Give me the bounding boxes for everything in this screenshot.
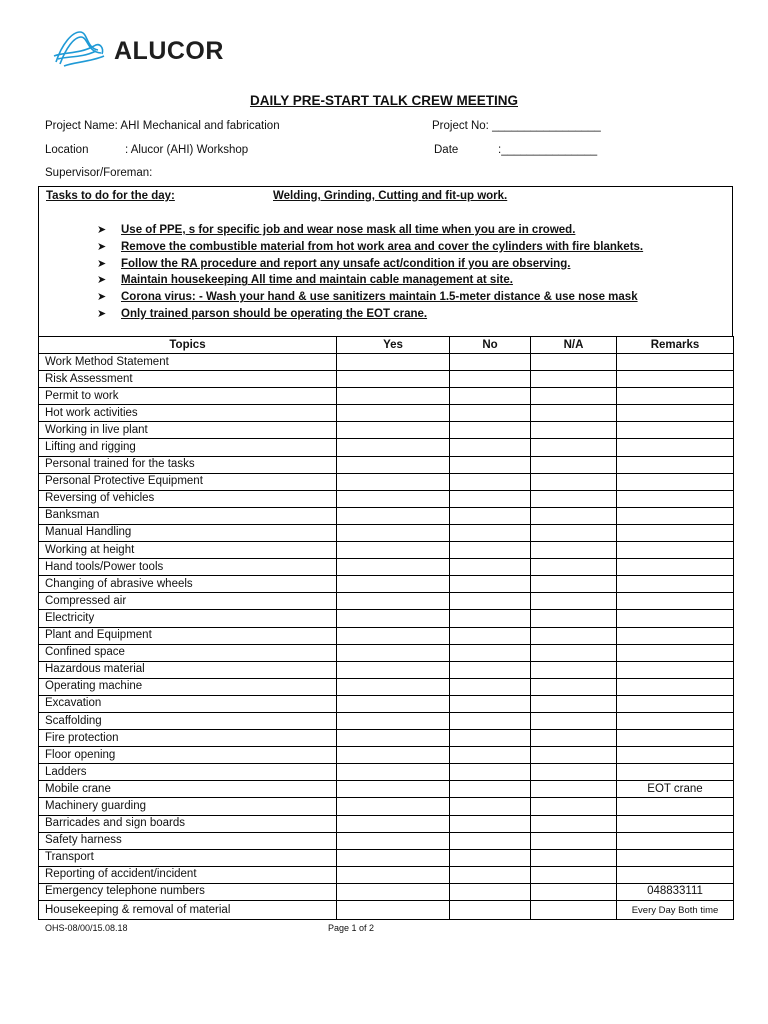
table-row xyxy=(39,524,734,541)
na-cell[interactable] xyxy=(531,473,617,490)
remarks-cell[interactable] xyxy=(617,695,734,712)
no-cell[interactable] xyxy=(450,627,531,644)
supervisor-label: Supervisor/Foreman: xyxy=(45,167,153,179)
na-cell[interactable] xyxy=(531,542,617,559)
na-cell[interactable] xyxy=(531,678,617,695)
topic-cell: Compressed air xyxy=(39,593,337,610)
yes-cell[interactable] xyxy=(337,405,450,422)
no-cell[interactable] xyxy=(450,610,531,627)
topic-cell: Risk Assessment xyxy=(39,371,337,388)
no-cell[interactable] xyxy=(450,901,531,920)
topic-cell: Banksman xyxy=(39,507,337,524)
yes-cell[interactable] xyxy=(337,422,450,439)
yes-cell[interactable] xyxy=(337,730,450,747)
na-cell[interactable] xyxy=(531,627,617,644)
table-row xyxy=(39,901,734,920)
na-cell[interactable] xyxy=(531,354,617,371)
remarks-cell[interactable]: Every Day Both time xyxy=(617,901,734,920)
topic-cell: Reporting of accident/incident xyxy=(39,866,337,883)
table-header-row xyxy=(39,337,734,354)
location-label: Location xyxy=(45,144,89,156)
remarks-cell[interactable] xyxy=(617,661,734,678)
topic-cell: Transport xyxy=(39,849,337,866)
topic-cell: Manual Handling xyxy=(39,524,337,541)
na-cell[interactable] xyxy=(531,593,617,610)
topic-cell: Changing of abrasive wheels xyxy=(39,576,337,593)
yes-cell[interactable] xyxy=(337,507,450,524)
column-header-yes: Yes xyxy=(337,337,450,354)
yes-cell[interactable] xyxy=(337,627,450,644)
page-title: DAILY PRE-START TALK CREW MEETING xyxy=(249,93,518,108)
safety-bullet: ➤ Corona virus: - Wash your hand & use sanitizers maintain 1.5-meter distance & use nose mask xyxy=(97,289,643,306)
yes-cell[interactable] xyxy=(337,524,450,541)
na-cell[interactable] xyxy=(531,490,617,507)
na-cell[interactable] xyxy=(531,507,617,524)
remarks-cell[interactable] xyxy=(617,747,734,764)
no-cell[interactable] xyxy=(450,764,531,781)
project-name-value: AHI Mechanical and fabrication xyxy=(120,120,280,132)
table-row xyxy=(39,678,734,695)
yes-cell[interactable] xyxy=(337,371,450,388)
na-cell[interactable] xyxy=(531,559,617,576)
na-cell[interactable] xyxy=(531,439,617,456)
safety-bullet-list xyxy=(97,222,643,323)
no-cell[interactable] xyxy=(450,678,531,695)
table-row xyxy=(39,832,734,849)
table-row xyxy=(39,815,734,832)
table-row xyxy=(39,473,734,490)
no-cell[interactable] xyxy=(450,661,531,678)
remarks-cell[interactable]: 048833111 xyxy=(617,883,734,900)
table-row xyxy=(39,798,734,815)
topic-cell: Excavation xyxy=(39,695,337,712)
na-cell[interactable] xyxy=(531,883,617,900)
column-header-na: N/A xyxy=(531,337,617,354)
table-row xyxy=(39,405,734,422)
remarks-cell[interactable] xyxy=(617,593,734,610)
topic-cell: Work Method Statement xyxy=(39,354,337,371)
tasks-line xyxy=(46,190,508,202)
na-cell[interactable] xyxy=(531,422,617,439)
table-row xyxy=(39,456,734,473)
no-cell[interactable] xyxy=(450,371,531,388)
checklist-body xyxy=(39,354,734,920)
page-number: Page 1 of 2 xyxy=(328,923,375,933)
yes-cell[interactable] xyxy=(337,593,450,610)
yes-cell[interactable] xyxy=(337,439,450,456)
no-cell[interactable] xyxy=(450,593,531,610)
topic-cell: Personal Protective Equipment xyxy=(39,473,337,490)
na-cell[interactable] xyxy=(531,815,617,832)
na-cell[interactable] xyxy=(531,405,617,422)
document-code: OHS-08/00/15.08.18 xyxy=(45,923,128,933)
yes-cell[interactable] xyxy=(337,695,450,712)
yes-cell[interactable] xyxy=(337,883,450,900)
no-cell[interactable] xyxy=(450,524,531,541)
column-header-remarks: Remarks xyxy=(617,337,734,354)
yes-cell[interactable] xyxy=(337,798,450,815)
column-header-no: No xyxy=(450,337,531,354)
no-cell[interactable] xyxy=(450,456,531,473)
remarks-cell[interactable] xyxy=(617,764,734,781)
no-cell[interactable] xyxy=(450,712,531,729)
table-row xyxy=(39,371,734,388)
table-row xyxy=(39,439,734,456)
remarks-cell[interactable] xyxy=(617,730,734,747)
table-row xyxy=(39,730,734,747)
topic-cell: Working at height xyxy=(39,542,337,559)
topic-cell: Operating machine xyxy=(39,678,337,695)
remarks-cell[interactable] xyxy=(617,849,734,866)
project-no-field xyxy=(432,120,601,132)
na-cell[interactable] xyxy=(531,695,617,712)
remarks-cell[interactable] xyxy=(617,456,734,473)
topic-cell: Mobile crane xyxy=(39,781,337,798)
no-cell[interactable] xyxy=(450,832,531,849)
table-row xyxy=(39,866,734,883)
project-no-value: _________________ xyxy=(492,120,601,132)
no-cell[interactable] xyxy=(450,576,531,593)
column-header-topics: Topics xyxy=(39,337,337,354)
company-name: ALUCOR xyxy=(114,36,224,65)
remarks-cell[interactable] xyxy=(617,712,734,729)
yes-cell[interactable] xyxy=(337,610,450,627)
arrow-bullet-icon: ➤ xyxy=(97,307,107,320)
remarks-cell[interactable] xyxy=(617,815,734,832)
topic-cell: Floor opening xyxy=(39,747,337,764)
table-row xyxy=(39,644,734,661)
arrow-bullet-icon: ➤ xyxy=(97,224,107,236)
yes-cell[interactable] xyxy=(337,901,450,920)
no-cell[interactable] xyxy=(450,388,531,405)
table-row xyxy=(39,661,734,678)
table-row xyxy=(39,695,734,712)
remarks-cell[interactable] xyxy=(617,490,734,507)
no-cell[interactable] xyxy=(450,439,531,456)
remarks-cell[interactable] xyxy=(617,422,734,439)
topic-cell: Lifting and rigging xyxy=(39,439,337,456)
date-label: Date xyxy=(434,144,459,156)
table-row xyxy=(39,559,734,576)
topic-cell: Safety harness xyxy=(39,832,337,849)
na-cell[interactable] xyxy=(531,524,617,541)
topic-cell: Ladders xyxy=(39,764,337,781)
yes-cell[interactable] xyxy=(337,490,450,507)
yes-cell[interactable] xyxy=(337,866,450,883)
no-cell[interactable] xyxy=(450,695,531,712)
remarks-cell[interactable] xyxy=(617,644,734,661)
topic-cell: Reversing of vehicles xyxy=(39,490,337,507)
yes-cell[interactable] xyxy=(337,542,450,559)
arrow-bullet-icon: ➤ xyxy=(97,257,107,270)
na-cell[interactable] xyxy=(531,712,617,729)
na-cell[interactable] xyxy=(531,388,617,405)
no-cell[interactable] xyxy=(450,422,531,439)
yes-cell[interactable] xyxy=(337,644,450,661)
yes-cell[interactable] xyxy=(337,354,450,371)
table-row xyxy=(39,781,734,798)
table-row xyxy=(39,422,734,439)
na-cell[interactable] xyxy=(531,644,617,661)
remarks-cell[interactable] xyxy=(617,542,734,559)
topic-cell: Confined space xyxy=(39,644,337,661)
remarks-cell[interactable] xyxy=(617,627,734,644)
no-cell[interactable] xyxy=(450,798,531,815)
no-cell[interactable] xyxy=(450,866,531,883)
table-row xyxy=(39,627,734,644)
remarks-cell[interactable] xyxy=(617,559,734,576)
na-cell[interactable] xyxy=(531,832,617,849)
no-cell[interactable] xyxy=(450,849,531,866)
no-cell[interactable] xyxy=(450,730,531,747)
table-row xyxy=(39,542,734,559)
na-cell[interactable] xyxy=(531,781,617,798)
checklist-table xyxy=(38,336,734,920)
na-cell[interactable] xyxy=(531,849,617,866)
remarks-cell[interactable] xyxy=(617,354,734,371)
na-cell[interactable] xyxy=(531,576,617,593)
remarks-cell[interactable] xyxy=(617,405,734,422)
yes-cell[interactable] xyxy=(337,473,450,490)
safety-bullet: ➤ Only trained parson should be operating the EOT crane. xyxy=(97,306,643,323)
yes-cell[interactable] xyxy=(337,832,450,849)
no-cell[interactable] xyxy=(450,542,531,559)
remarks-cell[interactable] xyxy=(617,524,734,541)
yes-cell[interactable] xyxy=(337,712,450,729)
na-cell[interactable] xyxy=(531,866,617,883)
topic-cell: Hazardous material xyxy=(39,661,337,678)
yes-cell[interactable] xyxy=(337,388,450,405)
topic-cell: Housekeeping & removal of material xyxy=(39,901,337,920)
location-value: : Alucor (AHI) Workshop xyxy=(125,144,249,156)
remarks-cell[interactable] xyxy=(617,678,734,695)
topic-cell: Hot work activities xyxy=(39,405,337,422)
na-cell[interactable] xyxy=(531,730,617,747)
yes-cell[interactable] xyxy=(337,456,450,473)
remarks-cell[interactable] xyxy=(617,371,734,388)
table-row xyxy=(39,354,734,371)
no-cell[interactable] xyxy=(450,490,531,507)
safety-bullet: ➤ Use of PPE, s for specific job and wear nose mask all time when you are in crowed. xyxy=(97,222,643,239)
no-cell[interactable] xyxy=(450,781,531,798)
remarks-cell[interactable] xyxy=(617,388,734,405)
topic-cell: Fire protection xyxy=(39,730,337,747)
no-cell[interactable] xyxy=(450,405,531,422)
na-cell[interactable] xyxy=(531,764,617,781)
no-cell[interactable] xyxy=(450,473,531,490)
na-cell[interactable] xyxy=(531,747,617,764)
tasks-value: Welding, Grinding, Cutting and fit-up work. xyxy=(273,190,508,202)
no-cell[interactable] xyxy=(450,747,531,764)
no-cell[interactable] xyxy=(450,644,531,661)
table-row xyxy=(39,507,734,524)
table-row xyxy=(39,610,734,627)
remarks-cell[interactable] xyxy=(617,439,734,456)
table-row xyxy=(39,712,734,729)
alucor-logo-icon xyxy=(50,26,108,72)
arrow-bullet-icon: ➤ xyxy=(97,274,107,287)
na-cell[interactable] xyxy=(531,901,617,920)
tasks-label: Tasks to do for the day: xyxy=(46,190,175,202)
remarks-cell[interactable]: EOT crane xyxy=(617,781,734,798)
na-cell[interactable] xyxy=(531,371,617,388)
yes-cell[interactable] xyxy=(337,849,450,866)
remarks-cell[interactable] xyxy=(617,473,734,490)
topic-cell: Plant and Equipment xyxy=(39,627,337,644)
topic-cell: Personal trained for the tasks xyxy=(39,456,337,473)
na-cell[interactable] xyxy=(531,798,617,815)
topic-cell: Scaffolding xyxy=(39,712,337,729)
yes-cell[interactable] xyxy=(337,781,450,798)
table-row xyxy=(39,849,734,866)
safety-bullet: ➤ Follow the RA procedure and report any unsafe act/condition if you are observing. xyxy=(97,256,643,273)
topic-cell: Electricity xyxy=(39,610,337,627)
na-cell[interactable] xyxy=(531,610,617,627)
na-cell[interactable] xyxy=(531,661,617,678)
project-no-label: Project No: xyxy=(432,120,489,132)
table-row xyxy=(39,747,734,764)
topic-cell: Working in live plant xyxy=(39,422,337,439)
table-row xyxy=(39,576,734,593)
topic-cell: Permit to work xyxy=(39,388,337,405)
topic-cell: Barricades and sign boards xyxy=(39,815,337,832)
yes-cell[interactable] xyxy=(337,559,450,576)
date-value: :_______________ xyxy=(498,144,598,156)
remarks-cell[interactable] xyxy=(617,832,734,849)
remarks-cell[interactable] xyxy=(617,576,734,593)
yes-cell[interactable] xyxy=(337,678,450,695)
na-cell[interactable] xyxy=(531,456,617,473)
no-cell[interactable] xyxy=(450,815,531,832)
table-row xyxy=(39,593,734,610)
no-cell[interactable] xyxy=(450,354,531,371)
no-cell[interactable] xyxy=(450,507,531,524)
tasks-section xyxy=(38,186,733,336)
topic-cell: Emergency telephone numbers xyxy=(39,883,337,900)
table-row xyxy=(39,490,734,507)
yes-cell[interactable] xyxy=(337,815,450,832)
safety-bullet: ➤ Remove the combustible material from hot work area and cover the cylinders with fire blankets. xyxy=(97,239,643,256)
no-cell[interactable] xyxy=(450,883,531,900)
project-name-field xyxy=(45,120,280,132)
yes-cell[interactable] xyxy=(337,764,450,781)
topic-cell: Machinery guarding xyxy=(39,798,337,815)
yes-cell[interactable] xyxy=(337,747,450,764)
remarks-cell[interactable] xyxy=(617,507,734,524)
arrow-bullet-icon: ➤ xyxy=(97,291,107,304)
table-row xyxy=(39,883,734,900)
remarks-cell[interactable] xyxy=(617,610,734,627)
no-cell[interactable] xyxy=(450,559,531,576)
remarks-cell[interactable] xyxy=(617,798,734,815)
yes-cell[interactable] xyxy=(337,576,450,593)
project-name-label: Project Name: xyxy=(45,120,118,132)
table-row xyxy=(39,764,734,781)
arrow-bullet-icon: ➤ xyxy=(97,240,107,253)
table-row xyxy=(39,388,734,405)
company-logo xyxy=(50,26,224,72)
topic-cell: Hand tools/Power tools xyxy=(39,559,337,576)
yes-cell[interactable] xyxy=(337,661,450,678)
remarks-cell[interactable] xyxy=(617,866,734,883)
safety-bullet: ➤ Maintain housekeeping All time and maintain cable management at site. xyxy=(97,272,643,289)
